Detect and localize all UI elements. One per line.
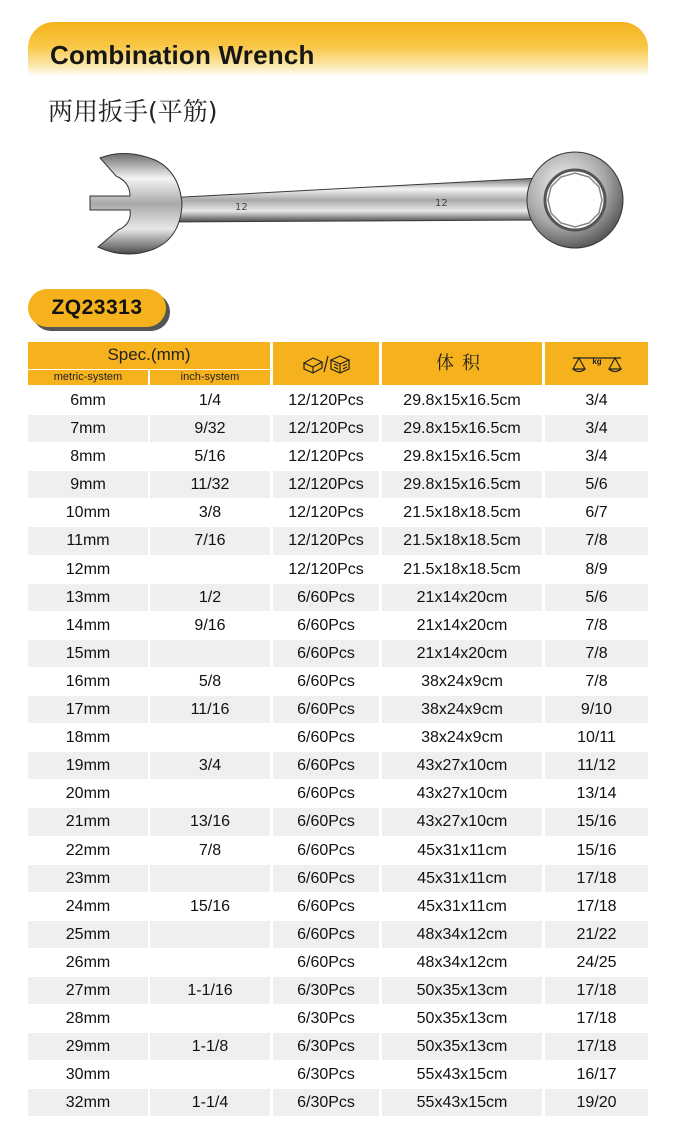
weight-cell: 5/6 — [545, 471, 648, 498]
scale-kg-icon — [569, 352, 625, 376]
table-row — [28, 808, 648, 835]
volume-cell: 29.8x15x16.5cm — [382, 415, 542, 442]
table-row — [28, 612, 648, 639]
pack-cell: 6/60Pcs — [273, 696, 379, 723]
metric-cell: 20mm — [65, 785, 111, 803]
pack-header — [273, 342, 379, 385]
inch-cell — [150, 640, 270, 667]
inch-cell: 7/16 — [150, 527, 270, 554]
weight-cell: 19/20 — [545, 1089, 648, 1116]
weight-cell: 10/11 — [577, 729, 616, 747]
weight-cell: 7/8 — [545, 527, 648, 554]
volume-cell: 48x34x12cm — [382, 921, 542, 948]
inch-cell — [150, 949, 270, 976]
pack-cell: 6/30Pcs — [297, 1066, 355, 1084]
pack-cell: 6/30Pcs — [297, 1010, 355, 1028]
pack-cell: 12/120Pcs — [273, 527, 379, 554]
inch-cell — [150, 865, 270, 892]
volume-cell: 55x43x15cm — [382, 1089, 542, 1116]
inch-cell: 9/16 — [194, 616, 226, 634]
weight-cell: 6/7 — [585, 504, 608, 522]
inch-cell: 3/4 — [150, 752, 270, 779]
inch-cell: 1-1/8 — [150, 1033, 270, 1060]
pack-cell: 12/120Pcs — [273, 471, 379, 498]
volume-cell: 38x24x9cm — [382, 696, 542, 723]
table-row — [28, 527, 648, 554]
table-row — [28, 499, 648, 526]
metric-cell: 7mm — [28, 415, 148, 442]
pack-cell: 6/60Pcs — [273, 584, 379, 611]
metric-cell: 11mm — [28, 527, 148, 554]
volume-cell: 38x24x9cm — [421, 672, 503, 690]
volume-cell: 43x27x10cm — [382, 808, 542, 835]
spec-label: Spec.(mm) — [107, 345, 191, 364]
table-row — [28, 556, 648, 583]
table-row — [28, 949, 648, 976]
volume-cell: 21.5x18x18.5cm — [403, 504, 521, 522]
svg-text:12: 12 — [235, 202, 248, 213]
inch-cell: 3/8 — [198, 504, 222, 522]
weight-cell: 17/18 — [545, 865, 648, 892]
metric-cell: 22mm — [65, 841, 111, 859]
metric-cell: 6mm — [70, 392, 106, 409]
inch-cell: 1/4 — [198, 392, 222, 409]
weight-cell: 3/4 — [545, 415, 648, 442]
pack-cell: 6/60Pcs — [297, 841, 355, 859]
metric-cell: 27mm — [28, 977, 148, 1004]
volume-header: 体积 — [382, 342, 542, 385]
volume-cell: 29.8x15x16.5cm — [403, 448, 521, 466]
weight-cell: 11/12 — [545, 752, 648, 779]
table-row — [28, 1089, 648, 1116]
inch-cell — [150, 556, 270, 583]
metric-cell: 28mm — [65, 1010, 111, 1028]
model-number: ZQ23313 — [51, 296, 143, 319]
pack-cell: 12/120Pcs — [273, 415, 379, 442]
metric-cell: 19mm — [28, 752, 148, 779]
weight-cell: 21/22 — [545, 921, 648, 948]
table-row — [28, 471, 648, 498]
table-row — [28, 1005, 648, 1032]
volume-cell: 21x14x20cm — [382, 640, 542, 667]
inch-cell: 11/32 — [150, 471, 270, 498]
pack-cell: 6/60Pcs — [297, 672, 355, 690]
volume-cell: 45x31x11cm — [417, 897, 507, 915]
weight-cell: 17/18 — [545, 977, 648, 1004]
weight-cell: 3/4 — [585, 448, 608, 466]
table-row — [28, 668, 648, 695]
inch-cell — [150, 921, 270, 948]
pack-cell: 6/60Pcs — [297, 616, 355, 634]
metric-cell: 12mm — [65, 560, 111, 578]
metric-cell: 26mm — [65, 953, 111, 971]
table-row — [28, 1033, 648, 1060]
weight-cell: 13/14 — [576, 785, 617, 803]
weight-cell: 7/8 — [545, 640, 648, 667]
volume-cell: 48x34x12cm — [416, 953, 508, 971]
volume-cell: 29.8x15x16.5cm — [382, 471, 542, 498]
weight-cell: 16/17 — [576, 1066, 617, 1084]
inch-cell: 13/16 — [150, 808, 270, 835]
weight-cell: 15/16 — [576, 841, 617, 859]
volume-cell: 43x27x10cm — [382, 752, 542, 779]
metric-cell: 8mm — [70, 448, 106, 466]
table-row — [28, 584, 648, 611]
table-row — [28, 443, 648, 470]
weight-cell: 7/8 — [585, 672, 608, 690]
metric-cell: 25mm — [28, 921, 148, 948]
weight-cell: 17/18 — [545, 1033, 648, 1060]
inch-cell: 7/8 — [198, 841, 222, 859]
table-row — [28, 921, 648, 948]
weight-cell: 8/9 — [585, 560, 608, 578]
table-row — [28, 752, 648, 779]
table-row — [28, 780, 648, 807]
metric-cell: 18mm — [65, 729, 111, 747]
table-row — [28, 837, 648, 864]
volume-cell: 50x35x13cm — [382, 977, 542, 1004]
table-row — [28, 724, 648, 751]
metric-cell: 21mm — [28, 808, 148, 835]
weight-cell: 15/16 — [545, 808, 648, 835]
page-title: Combination Wrench — [50, 40, 315, 70]
volume-cell: 45x31x11cm — [382, 865, 542, 892]
weight-cell: 7/8 — [585, 616, 608, 634]
inch-label: inch-system — [180, 371, 240, 383]
table-row — [28, 977, 648, 1004]
pack-cell: 6/30Pcs — [273, 1089, 379, 1116]
volume-cell: 29.8x15x16.5cm — [403, 392, 521, 409]
inch-cell — [150, 780, 270, 807]
weight-header — [545, 342, 648, 385]
table-row — [28, 1061, 648, 1088]
metric-cell: 23mm — [28, 865, 148, 892]
volume-cell: 21x14x20cm — [382, 584, 542, 611]
table-row — [28, 415, 648, 442]
weight-unit: kg — [591, 356, 602, 366]
inch-cell: 15/16 — [189, 897, 231, 915]
volume-cell: 50x35x13cm — [382, 1033, 542, 1060]
weight-cell: 17/18 — [576, 897, 617, 915]
pack-cell: 12/120Pcs — [288, 560, 364, 578]
weight-cell: 5/6 — [545, 584, 648, 611]
pack-cell: 6/60Pcs — [273, 640, 379, 667]
pack-cell: 6/60Pcs — [297, 897, 355, 915]
pack-cell: 6/60Pcs — [273, 808, 379, 835]
weight-cell: 9/10 — [545, 696, 648, 723]
volume-cell: 21.5x18x18.5cm — [382, 527, 542, 554]
metric-cell: 32mm — [28, 1089, 148, 1116]
wrench-image — [70, 150, 630, 260]
pack-cell: 6/60Pcs — [297, 729, 355, 747]
volume-cell: 21x14x20cm — [416, 616, 508, 634]
volume-cell: 43x27x10cm — [416, 785, 508, 803]
inch-cell — [150, 1005, 270, 1032]
metric-cell: 29mm — [28, 1033, 148, 1060]
metric-cell: 17mm — [28, 696, 148, 723]
weight-cell: 3/4 — [585, 392, 608, 409]
pack-cell: 6/60Pcs — [297, 785, 355, 803]
inch-cell: 11/16 — [150, 696, 270, 723]
volume-cell: 55x43x15cm — [416, 1066, 508, 1084]
volume-cell: 50x35x13cm — [416, 1010, 508, 1028]
table-row — [28, 865, 648, 892]
model-badge — [28, 289, 166, 327]
weight-cell: 24/25 — [576, 953, 617, 971]
pack-cell: 12/120Pcs — [288, 448, 364, 466]
metric-cell: 30mm — [65, 1066, 111, 1084]
inch-cell: 5/8 — [198, 672, 222, 690]
inch-cell: 5/16 — [194, 448, 226, 466]
table-row — [28, 640, 648, 667]
metric-cell: 15mm — [28, 640, 148, 667]
spec-header — [28, 342, 270, 385]
inch-cell: 9/32 — [150, 415, 270, 442]
pack-cell: 6/60Pcs — [297, 953, 355, 971]
page-subtitle-cn: 两用扳手(平筋) — [48, 97, 218, 126]
box-pack-icon — [301, 353, 351, 375]
pack-cell: 6/60Pcs — [273, 865, 379, 892]
table-row — [28, 387, 648, 414]
pack-cell: 12/120Pcs — [288, 392, 364, 409]
metric-cell: 9mm — [28, 471, 148, 498]
svg-text:12: 12 — [435, 198, 448, 209]
metric-cell: 16mm — [65, 672, 111, 690]
table-body — [28, 387, 648, 1117]
table-row — [28, 893, 648, 920]
table-row — [28, 696, 648, 723]
metric-cell: 14mm — [65, 616, 111, 634]
volume-cell: 38x24x9cm — [421, 729, 503, 747]
inch-cell: 1/2 — [150, 584, 270, 611]
inch-cell: 1-1/4 — [150, 1089, 270, 1116]
metric-cell: 24mm — [65, 897, 111, 915]
volume-cell: 45x31x11cm — [417, 841, 507, 859]
pack-cell: 6/30Pcs — [273, 1033, 379, 1060]
inch-cell — [150, 724, 270, 751]
pack-cell: 12/120Pcs — [288, 504, 364, 522]
volume-cell: 21.5x18x18.5cm — [403, 560, 521, 578]
inch-cell: 1-1/16 — [150, 977, 270, 1004]
metric-cell: 13mm — [28, 584, 148, 611]
metric-cell: 10mm — [65, 504, 111, 522]
pack-cell: 6/60Pcs — [273, 752, 379, 779]
pack-cell: 6/60Pcs — [273, 921, 379, 948]
inch-cell — [150, 1061, 270, 1088]
metric-label: metric-system — [53, 371, 123, 383]
weight-cell: 17/18 — [576, 1010, 617, 1028]
pack-cell: 6/30Pcs — [273, 977, 379, 1004]
